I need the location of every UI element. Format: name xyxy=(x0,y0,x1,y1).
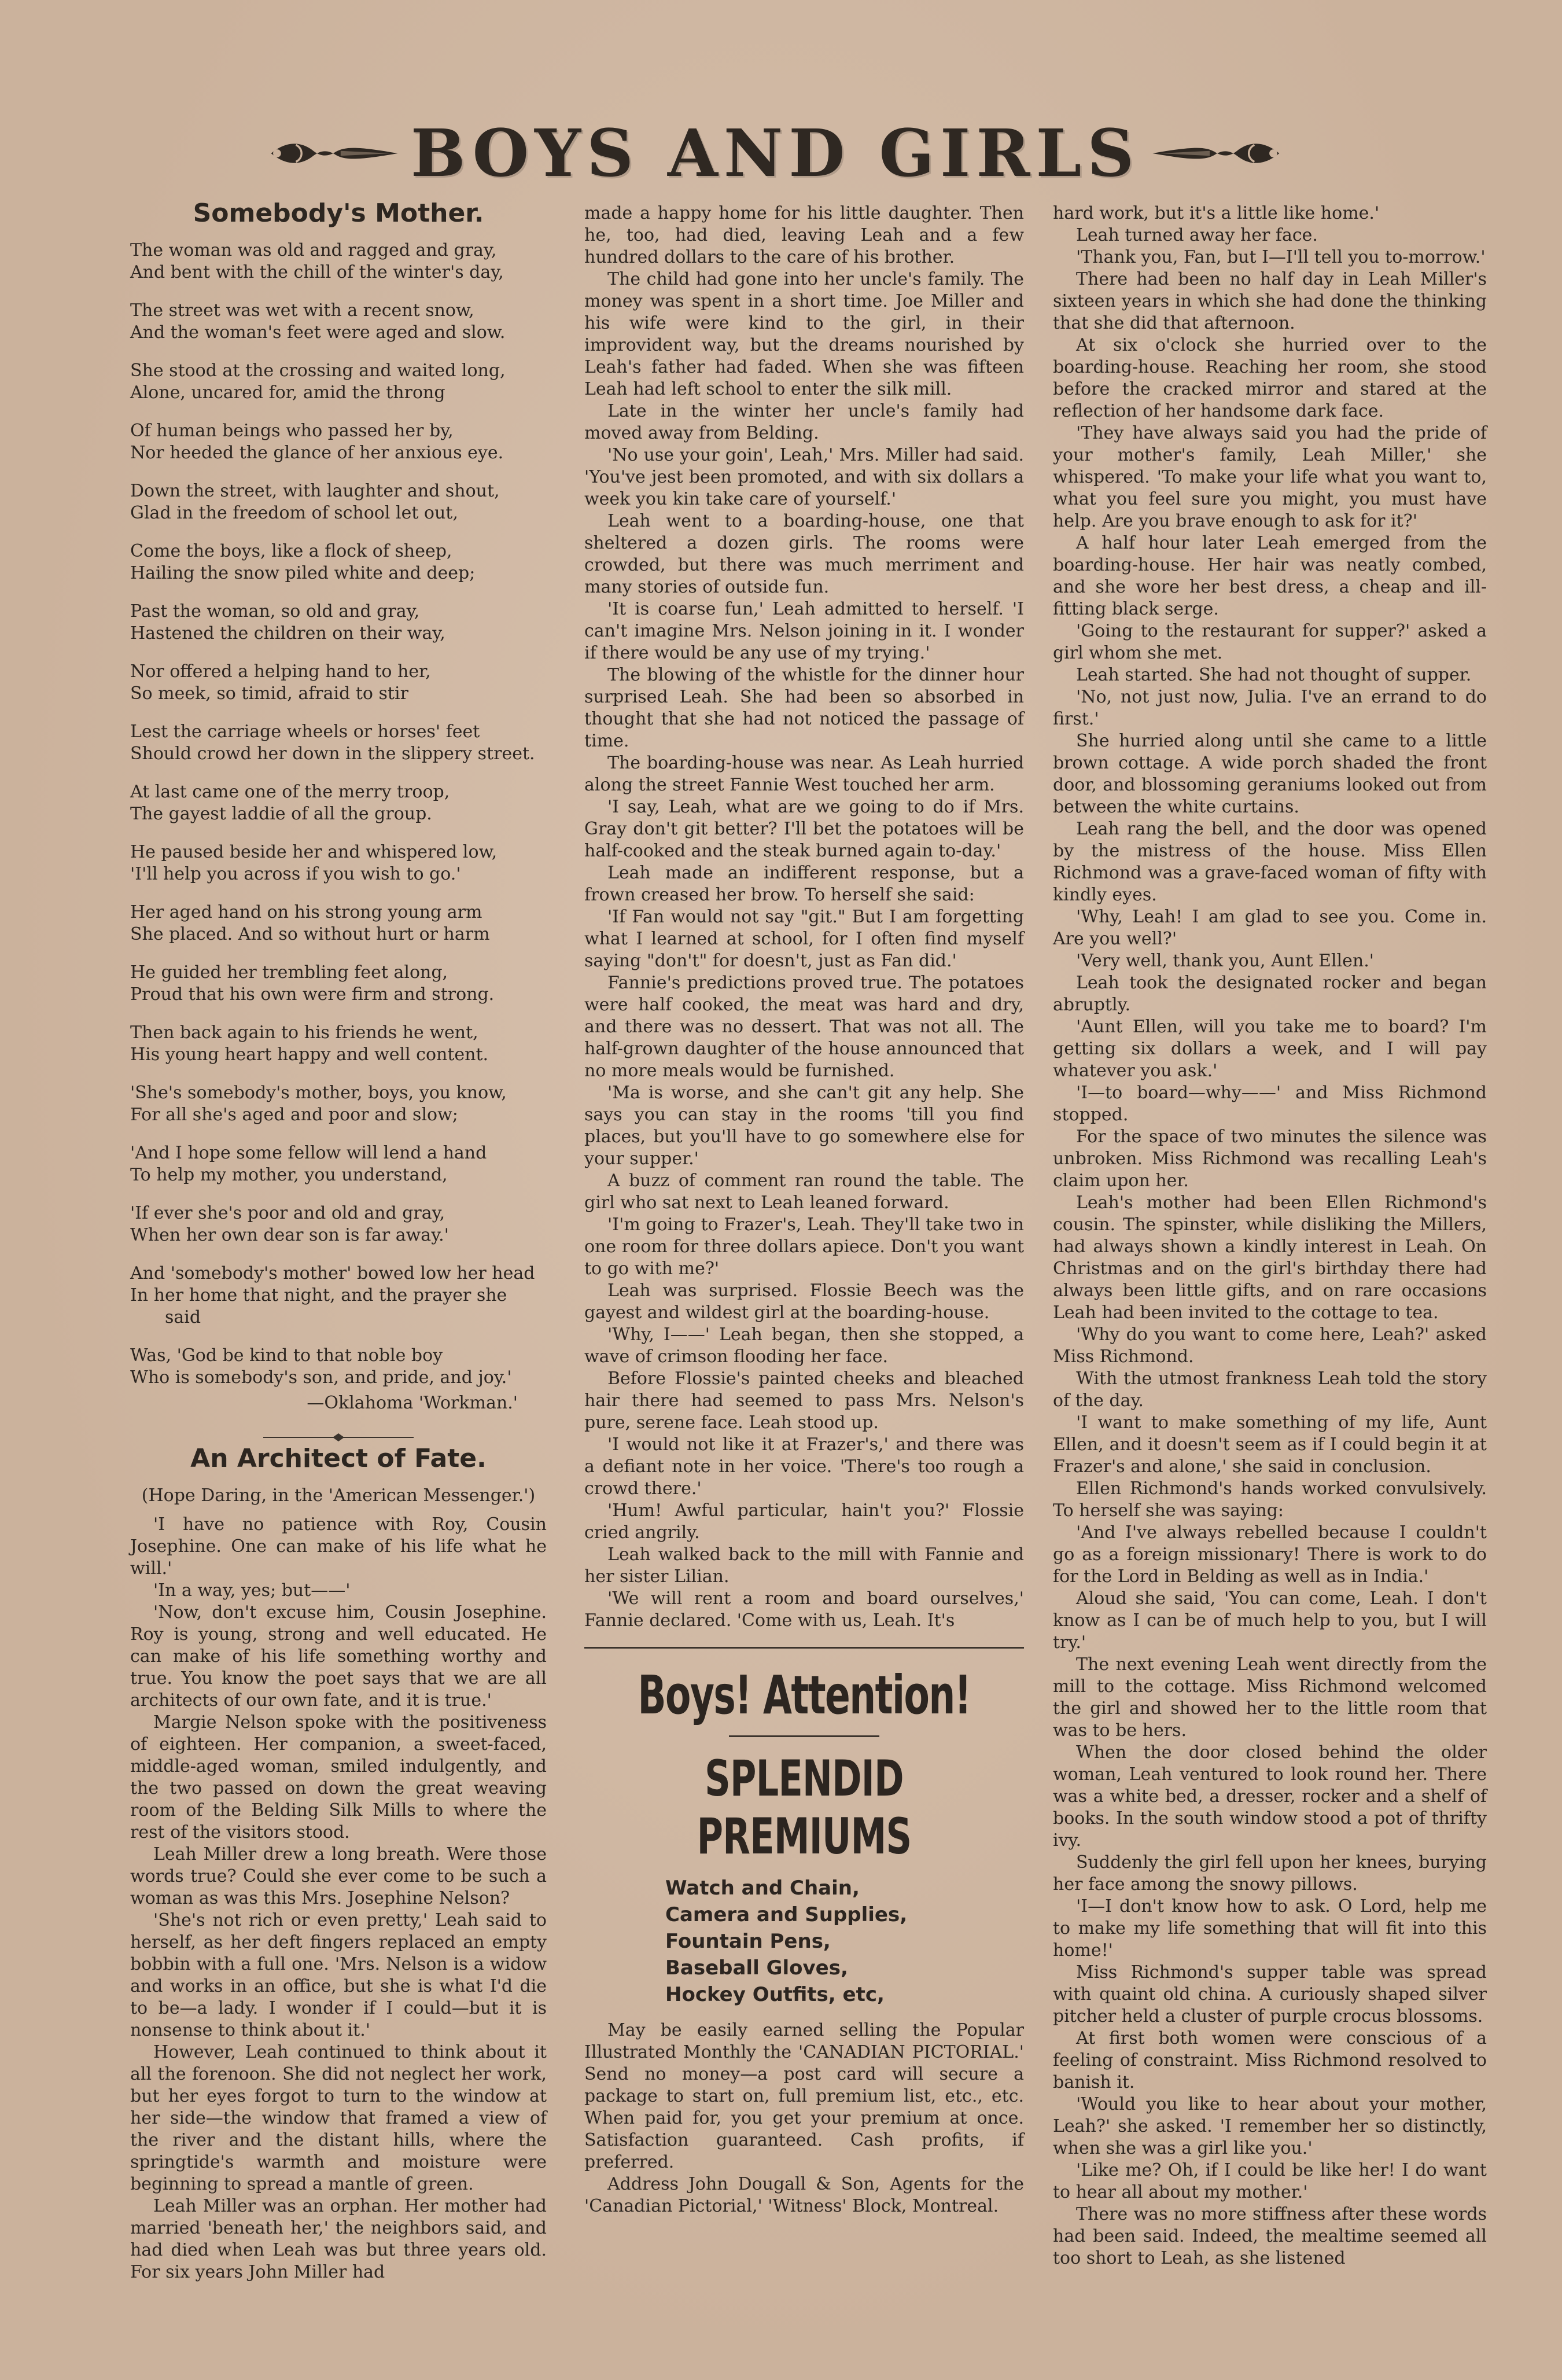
story-paragraph: 'No use your goin', Leah,' Mrs. Miller had said. 'You've jest been promoted, and with six dollars a week you kin take care of yourself.' xyxy=(584,445,1024,509)
poem-stanza xyxy=(130,1345,547,1389)
poem-line: His young heart happy and well content. xyxy=(130,1044,489,1065)
story-column-1-text xyxy=(130,1514,547,2283)
poem-line: Alone, uncared for, amid the throng xyxy=(130,382,445,403)
ad-body-text xyxy=(584,2019,1024,2217)
poem-stanza xyxy=(130,1082,547,1126)
story-paragraph: 'Very well, thank you, Aunt Ellen.' xyxy=(1076,951,1374,971)
ad-premium-item: Baseball Gloves, xyxy=(665,1956,848,1980)
story-paragraph: The next evening Leah went directly from the mill to the cottage. Miss Richmond welcomed the girl and showed her to the little room that was to be hers. xyxy=(1053,1654,1487,1741)
poem-line: And the woman's feet were aged and slow. xyxy=(130,322,506,343)
poem-stanza xyxy=(130,841,547,885)
story-paragraph: 'I—I don't know how to ask. O Lord, help me to make my life something that will fit into this home!' xyxy=(1053,1896,1487,1960)
poem-line: Glad in the freedom of school let out, xyxy=(130,503,458,523)
poem-line: Was, 'God be kind to that noble boy xyxy=(130,1345,443,1366)
poem-line: For all she's aged and poor and slow; xyxy=(130,1105,458,1125)
story-paragraph: 'Thank you, Fan, but I—I'll tell you to-morrow.' xyxy=(1076,247,1486,267)
story-paragraph: At first both women were conscious of a feeling of constraint. Miss Richmond resolved to banish it. xyxy=(1053,2028,1487,2092)
story-paragraph: Leah was surprised. Flossie Beech was the gayest and wildest girl at the boarding-house. xyxy=(584,1281,1024,1323)
story-paragraph: Leah Miller drew a long breath. Were those words true? Could she ever come to be such a woman as was this Mrs. Josephine Nelson? xyxy=(130,1844,547,1908)
poem-line: Hastened the children on their way, xyxy=(130,623,445,643)
poem-line: 'She's somebody's mother, boys, you know, xyxy=(130,1083,507,1103)
poem-stanza xyxy=(130,540,547,584)
masthead-title: BOYS AND GIRLS xyxy=(410,115,1140,192)
story-paragraph: May be easily earned selling the Popular Illustrated Monthly the 'CANADIAN PICTORIAL.' Send no money—a post card will secure a package to start on, full premium list, etc., etc. When paid for, you get your premium at once. Satisfaction guaranteed. Cash profits, if preferred. xyxy=(584,2020,1024,2172)
story-paragraph: 'Now, don't excuse him, Cousin Josephine. Roy is young, strong and well educated. He can make of his life something worthy and true. You know the poet says that we are all architects of our own fate, and it is true.' xyxy=(130,1602,547,1710)
ad-premium-list xyxy=(584,1875,1024,2008)
poem-line: She placed. And so without hurt or harm xyxy=(130,924,490,944)
story-paragraph: Ellen Richmond's hands worked convulsively. To herself she was saying: xyxy=(1053,1478,1487,1521)
story-paragraph: 'Aunt Ellen, will you take me to board? I'm getting six dollars a week, and I will pay whatever you ask.' xyxy=(1053,1017,1487,1081)
poem-attribution: —Oklahoma 'Workman.' xyxy=(307,1393,518,1413)
story-paragraph: Margie Nelson spoke with the positiveness of eighteen. Her companion, a sweet-faced, middle-aged woman, smiled indulgently, and the two passed on down the great weaving room of the Belding Silk Mills to where the rest of the visitors stood. xyxy=(130,1712,547,1842)
poem-line: said xyxy=(165,1307,201,1327)
poem-line: Past the woman, so old and gray, xyxy=(130,601,420,621)
poem-line: And 'somebody's mother' bowed low her head xyxy=(130,1263,535,1283)
ad-premium-item: Hockey Outfits, etc, xyxy=(665,1983,885,2006)
story-paragraph: made a happy home for his little daughter. Then he, too, had died, leaving Leah and a few hundred dollars to the care of his brother. xyxy=(584,203,1024,267)
story-title: An Architect of Fate. xyxy=(190,1444,487,1473)
column-1 xyxy=(130,198,547,2283)
story-paragraph: 'I have no patience with Roy, Cousin Josephine. One can make of his life what he will.' xyxy=(130,1514,547,1579)
poem-stanza xyxy=(130,962,547,1006)
poem-line: The woman was old and ragged and gray, xyxy=(130,240,497,260)
story-paragraph: There was no more stiffness after these words had been said. Indeed, the mealtime seemed all too short to Leah, as she listened xyxy=(1053,2204,1487,2268)
poem-stanza xyxy=(130,480,547,524)
story-paragraph: Leah rang the bell, and the door was opened by the mistress of the house. Miss Ellen Richmond was a grave-faced woman of fifty with kindly eyes. xyxy=(1053,819,1487,905)
poem-line: In her home that night, and the prayer she xyxy=(130,1285,507,1305)
story-paragraph: Before Flossie's painted cheeks and bleached hair there had seemed to pass Mrs. Nelson's pure, serene face. Leah stood up. xyxy=(584,1369,1024,1433)
story-paragraph: The blowing of the whistle for the dinner hour surprised Leah. She had been so absorbed in thought that she had not noticed the passage of time. xyxy=(584,665,1024,751)
poem-line: Lest the carriage wheels or horses' feet xyxy=(130,722,480,742)
story-paragraph: 'I—to board—why——' and Miss Richmond stopped. xyxy=(1053,1083,1487,1125)
story-byline: (Hope Daring, in the 'American Messenger.') xyxy=(141,1485,536,1506)
poem-stanza xyxy=(130,781,547,825)
poem-stanza xyxy=(130,420,547,464)
story-paragraph: 'I would not like it at Frazer's,' and there was a defiant note in her voice. 'There's too rough a crowd there.' xyxy=(584,1434,1024,1499)
story-paragraph: Miss Richmond's supper table was spread with quaint old china. A curiously shaped silver pitcher held a cluster of purple crocus blossoms. xyxy=(1053,1962,1487,2026)
poem-line: So meek, so timid, afraid to stir xyxy=(130,683,408,704)
poem-line: 'If ever she's poor and old and gray, xyxy=(130,1203,445,1223)
poem-line: Proud that his own were firm and strong. xyxy=(130,984,495,1005)
story-paragraph: There had been no half day in Leah Miller's sixteen years in which she had done the thinking that she did that afternoon. xyxy=(1053,269,1487,333)
poem-line: Her aged hand on his strong young arm xyxy=(130,902,482,922)
story-paragraph: 'It is coarse fun,' Leah admitted to herself. 'I can't imagine Mrs. Nelson joining in it. I wonder if there would be any use of my trying.' xyxy=(584,599,1024,663)
poem-line: Hailing the snow piled white and deep; xyxy=(130,563,476,583)
poem-line: Down the street, with laughter and shout, xyxy=(130,481,500,501)
story-paragraph: Leah went to a boarding-house, one that sheltered a dozen girls. The rooms were crowded, but there was much merriment and many stories of outside fun. xyxy=(584,511,1024,597)
story-paragraph: Leah started. She had not thought of supper. xyxy=(1076,665,1472,685)
story-paragraph: 'Going to the restaurant for supper?' asked a girl whom she met. xyxy=(1053,621,1487,663)
ad-headline: Boys! Attention! xyxy=(638,1664,971,1726)
poem-line: Should crowd her down in the slippery street. xyxy=(130,744,535,764)
section-divider xyxy=(130,1427,547,1440)
masthead xyxy=(266,110,1284,197)
story-paragraph: 'Why, Leah! I am glad to see you. Come in. Are you well?' xyxy=(1053,907,1487,949)
story-paragraph: A buzz of comment ran round the table. The girl who sat next to Leah leaned forward. xyxy=(584,1171,1024,1213)
story-paragraph: 'I want to make something of my life, Aunt Ellen, and it doesn't seem as if I could begin it at Frazer's and alone,' she said in conclusion. xyxy=(1053,1412,1487,1477)
poem-line: When her own dear son is far away.' xyxy=(130,1225,449,1245)
poem-stanza xyxy=(130,721,547,765)
story-paragraph: Leah's mother had been Ellen Richmond's cousin. The spinster, while disliking the Millers, had always shown a kindly interest in Leah. On Christmas and on the girl's birthday there had always been little gifts, and on rare occasions Leah had been invited to the cottage to tea. xyxy=(1053,1193,1487,1323)
story-paragraph: 'No, not just now, Julia. I've an errand to do first.' xyxy=(1053,687,1487,729)
story-paragraph: The child had gone into her uncle's family. The money was spent in a short time. Joe Miller and his wife were kind to the girl, in their improvident way, but the dreams nourished by Leah's father had faded. When she was fifteen Leah had left school to enter the silk mill. xyxy=(584,269,1024,399)
poem-line: Nor offered a helping hand to her, xyxy=(130,661,431,682)
ad-premium-item: Watch and Chain, xyxy=(665,1877,860,1900)
poem-line: Nor heeded the glance of her anxious eye. xyxy=(130,443,504,463)
column-3 xyxy=(1053,203,1487,2269)
story-paragraph: 'Why, I——' Leah began, then she stopped, a wave of crimson flooding her face. xyxy=(584,1325,1024,1367)
poem-stanza xyxy=(130,1202,547,1246)
poem-stanza xyxy=(130,1142,547,1186)
story-column-2-text xyxy=(584,203,1024,1632)
story-paragraph: 'If Fan would not say "git." But I am forgetting what I learned at school, for I often find myself saying "don't" for doesn't, just as Fan did.' xyxy=(584,907,1024,971)
story-paragraph: 'Would you like to hear about your mother, Leah?' she asked. 'I remember her so distinctly, when she was a girl like you.' xyxy=(1053,2094,1487,2158)
story-column-3-text xyxy=(1053,203,1487,2269)
story-paragraph: At six o'clock she hurried over to the boarding-house. Reaching her room, she stood before the cracked mirror and stared at the reflection of her handsome dark face. xyxy=(1053,335,1487,421)
right-flourish-ornament xyxy=(1150,133,1284,174)
poem-line: Come the boys, like a flock of sheep, xyxy=(130,541,452,561)
poem-stanza xyxy=(130,601,547,645)
poem-stanza xyxy=(130,240,547,284)
poem-line: Then back again to his friends he went, xyxy=(130,1022,478,1043)
story-paragraph: 'They have always said you had the pride of your mother's family, Leah Miller,' she whispered. 'To make your life what you want to, what you feel sure you might, you must have help. Are you brave enough to ask for it?' xyxy=(1053,423,1487,531)
story-paragraph: Leah took the designated rocker and began abruptly. xyxy=(1053,973,1487,1015)
story-paragraph: Address John Dougall & Son, Agents for the 'Canadian Pictorial,' 'Witness' Block, Montreal. xyxy=(584,2174,1024,2216)
poem-line: Who is somebody's son, and pride, and joy.' xyxy=(130,1367,512,1388)
poem-stanza xyxy=(130,1022,547,1066)
poem-stanza xyxy=(130,360,547,404)
story-paragraph: However, Leah continued to think about it all the forenoon. She did not neglect her work, but her eyes forgot to turn to the window at her side—the window that framed a view of the river and the distant hills, where the springtide's warmth and moisture were beginning to spread a mantle of green. xyxy=(130,2042,547,2194)
story-paragraph: 'I'm going to Frazer's, Leah. They'll take two in one room for three dollars apiece. Don't you want to go with me?' xyxy=(584,1215,1024,1279)
poem-line: 'I'll help you across if you wish to go.' xyxy=(130,864,461,884)
story-paragraph: 'In a way, yes; but——' xyxy=(153,1580,351,1601)
story-paragraph: hard work, but it's a little like home.' xyxy=(1053,203,1380,223)
ad-premium-item: Camera and Supplies, xyxy=(665,1903,908,1926)
story-paragraph: 'Hum! Awful particular, hain't you?' Flossie cried angrily. xyxy=(584,1500,1024,1543)
left-flourish-ornament xyxy=(266,133,400,174)
poem-line: And bent with the chill of the winter's day, xyxy=(130,262,504,282)
story-paragraph: A half hour later Leah emerged from the boarding-house. Her hair was neatly combed, and she wore her best dress, a cheap and ill-fitting black serge. xyxy=(1053,533,1487,619)
poem-stanza xyxy=(130,661,547,705)
story-paragraph: Fannie's predictions proved true. The potatoes were half cooked, the meat was hard and dry, and there was no dessert. That was not all. The half-grown daughter of the house announced that no more meals would be furnished. xyxy=(584,973,1024,1081)
poem-stanza xyxy=(130,902,547,946)
story-paragraph: 'Like me? Oh, if I could be like her! I do want to hear all about my mother.' xyxy=(1053,2160,1487,2202)
story-paragraph: 'I say, Leah, what are we going to do if Mrs. Gray don't git better? I'll bet the potatoes will be half-cooked and the steak burned again to-day.' xyxy=(584,797,1024,861)
poem-line: He guided her trembling feet along, xyxy=(130,962,448,983)
ad-premium-item: Fountain Pens, xyxy=(665,1930,831,1953)
poem-line: He paused beside her and whispered low, xyxy=(130,842,498,862)
story-paragraph: 'Why do you want to come here, Leah?' asked Miss Richmond. xyxy=(1053,1325,1487,1367)
poem-stanza xyxy=(130,1263,547,1329)
column-2 xyxy=(584,203,1024,2217)
story-paragraph: Leah Miller was an orphan. Her mother had married 'beneath her,' the neighbors said, and had died when Leah was but three years old. For six years John Miller had xyxy=(130,2196,547,2282)
poem-stanza xyxy=(130,300,547,344)
story-paragraph: Leah walked back to the mill with Fannie and her sister Lilian. xyxy=(584,1544,1024,1587)
story-paragraph: She hurried along until she came to a little brown cottage. A wide porch shaded the front door, and blossoming geraniums looked out from between the white curtains. xyxy=(1053,731,1487,817)
story-paragraph: Leah made an indifferent response, but a frown creased her brow. To herself she said: xyxy=(584,863,1024,905)
poem-line: The gayest laddie of all the group. xyxy=(130,804,432,824)
poem-line: 'And I hope some fellow will lend a hand xyxy=(130,1143,487,1163)
ad-divider xyxy=(729,1735,879,1737)
story-paragraph: 'And I've always rebelled because I couldn't go as a foreign missionary! There is work to do for the Lord in Belding as well as in India.' xyxy=(1053,1522,1487,1587)
story-paragraph: Leah turned away her face. xyxy=(1076,225,1318,245)
story-paragraph: With the utmost frankness Leah told the story of the day. xyxy=(1053,1369,1487,1411)
story-paragraph: When the door closed behind the older woman, Leah ventured to look round her. There was a white bed, a dresser, rocker and a shelf of books. In the south window stood a pot of thrifty ivy. xyxy=(1053,1742,1487,1851)
premium-advertisement xyxy=(584,1647,1024,2217)
poem-line: The street was wet with a recent snow, xyxy=(130,300,474,321)
ad-subhead: SPLENDID PREMIUMS xyxy=(697,1750,912,1866)
story-paragraph: 'Ma is worse, and she can't git any help. She says you can stay in the rooms 'till you find places, but you'll have to go somewhere else for your supper.' xyxy=(584,1083,1024,1169)
poem-line: To help my mother, you understand, xyxy=(130,1165,448,1185)
story-paragraph: 'We will rent a room and board ourselves,' Fannie declared. 'Come with us, Leah. It's xyxy=(584,1588,1024,1631)
poem-title: Somebody's Mother. xyxy=(193,198,484,228)
poem-body xyxy=(130,240,547,1389)
story-paragraph: For the space of two minutes the silence was unbroken. Miss Richmond was recalling Leah's claim upon her. xyxy=(1053,1127,1487,1191)
poem-line: She stood at the crossing and waited long, xyxy=(130,361,506,381)
poem-line: Of human beings who passed her by, xyxy=(130,421,454,441)
story-paragraph: Aloud she said, 'You can come, Leah. I don't know as I can be of much help to you, but I will try.' xyxy=(1053,1588,1487,1653)
story-paragraph: Late in the winter her uncle's family had moved away from Belding. xyxy=(584,401,1024,443)
story-paragraph: 'She's not rich or even pretty,' Leah said to herself, as her deft fingers replaced an empty bobbin with a full one. 'Mrs. Nelson is a widow and works in an office, but she is what I'd die to be—a lady. I wonder if I could—but it is nonsense to think about it.' xyxy=(130,1910,547,2040)
poem-line: At last came one of the merry troop, xyxy=(130,782,450,802)
story-paragraph: Suddenly the girl fell upon her knees, burying her face among the snowy pillows. xyxy=(1053,1852,1487,1895)
story-paragraph: The boarding-house was near. As Leah hurried along the street Fannie West touched her arm. xyxy=(584,753,1024,795)
